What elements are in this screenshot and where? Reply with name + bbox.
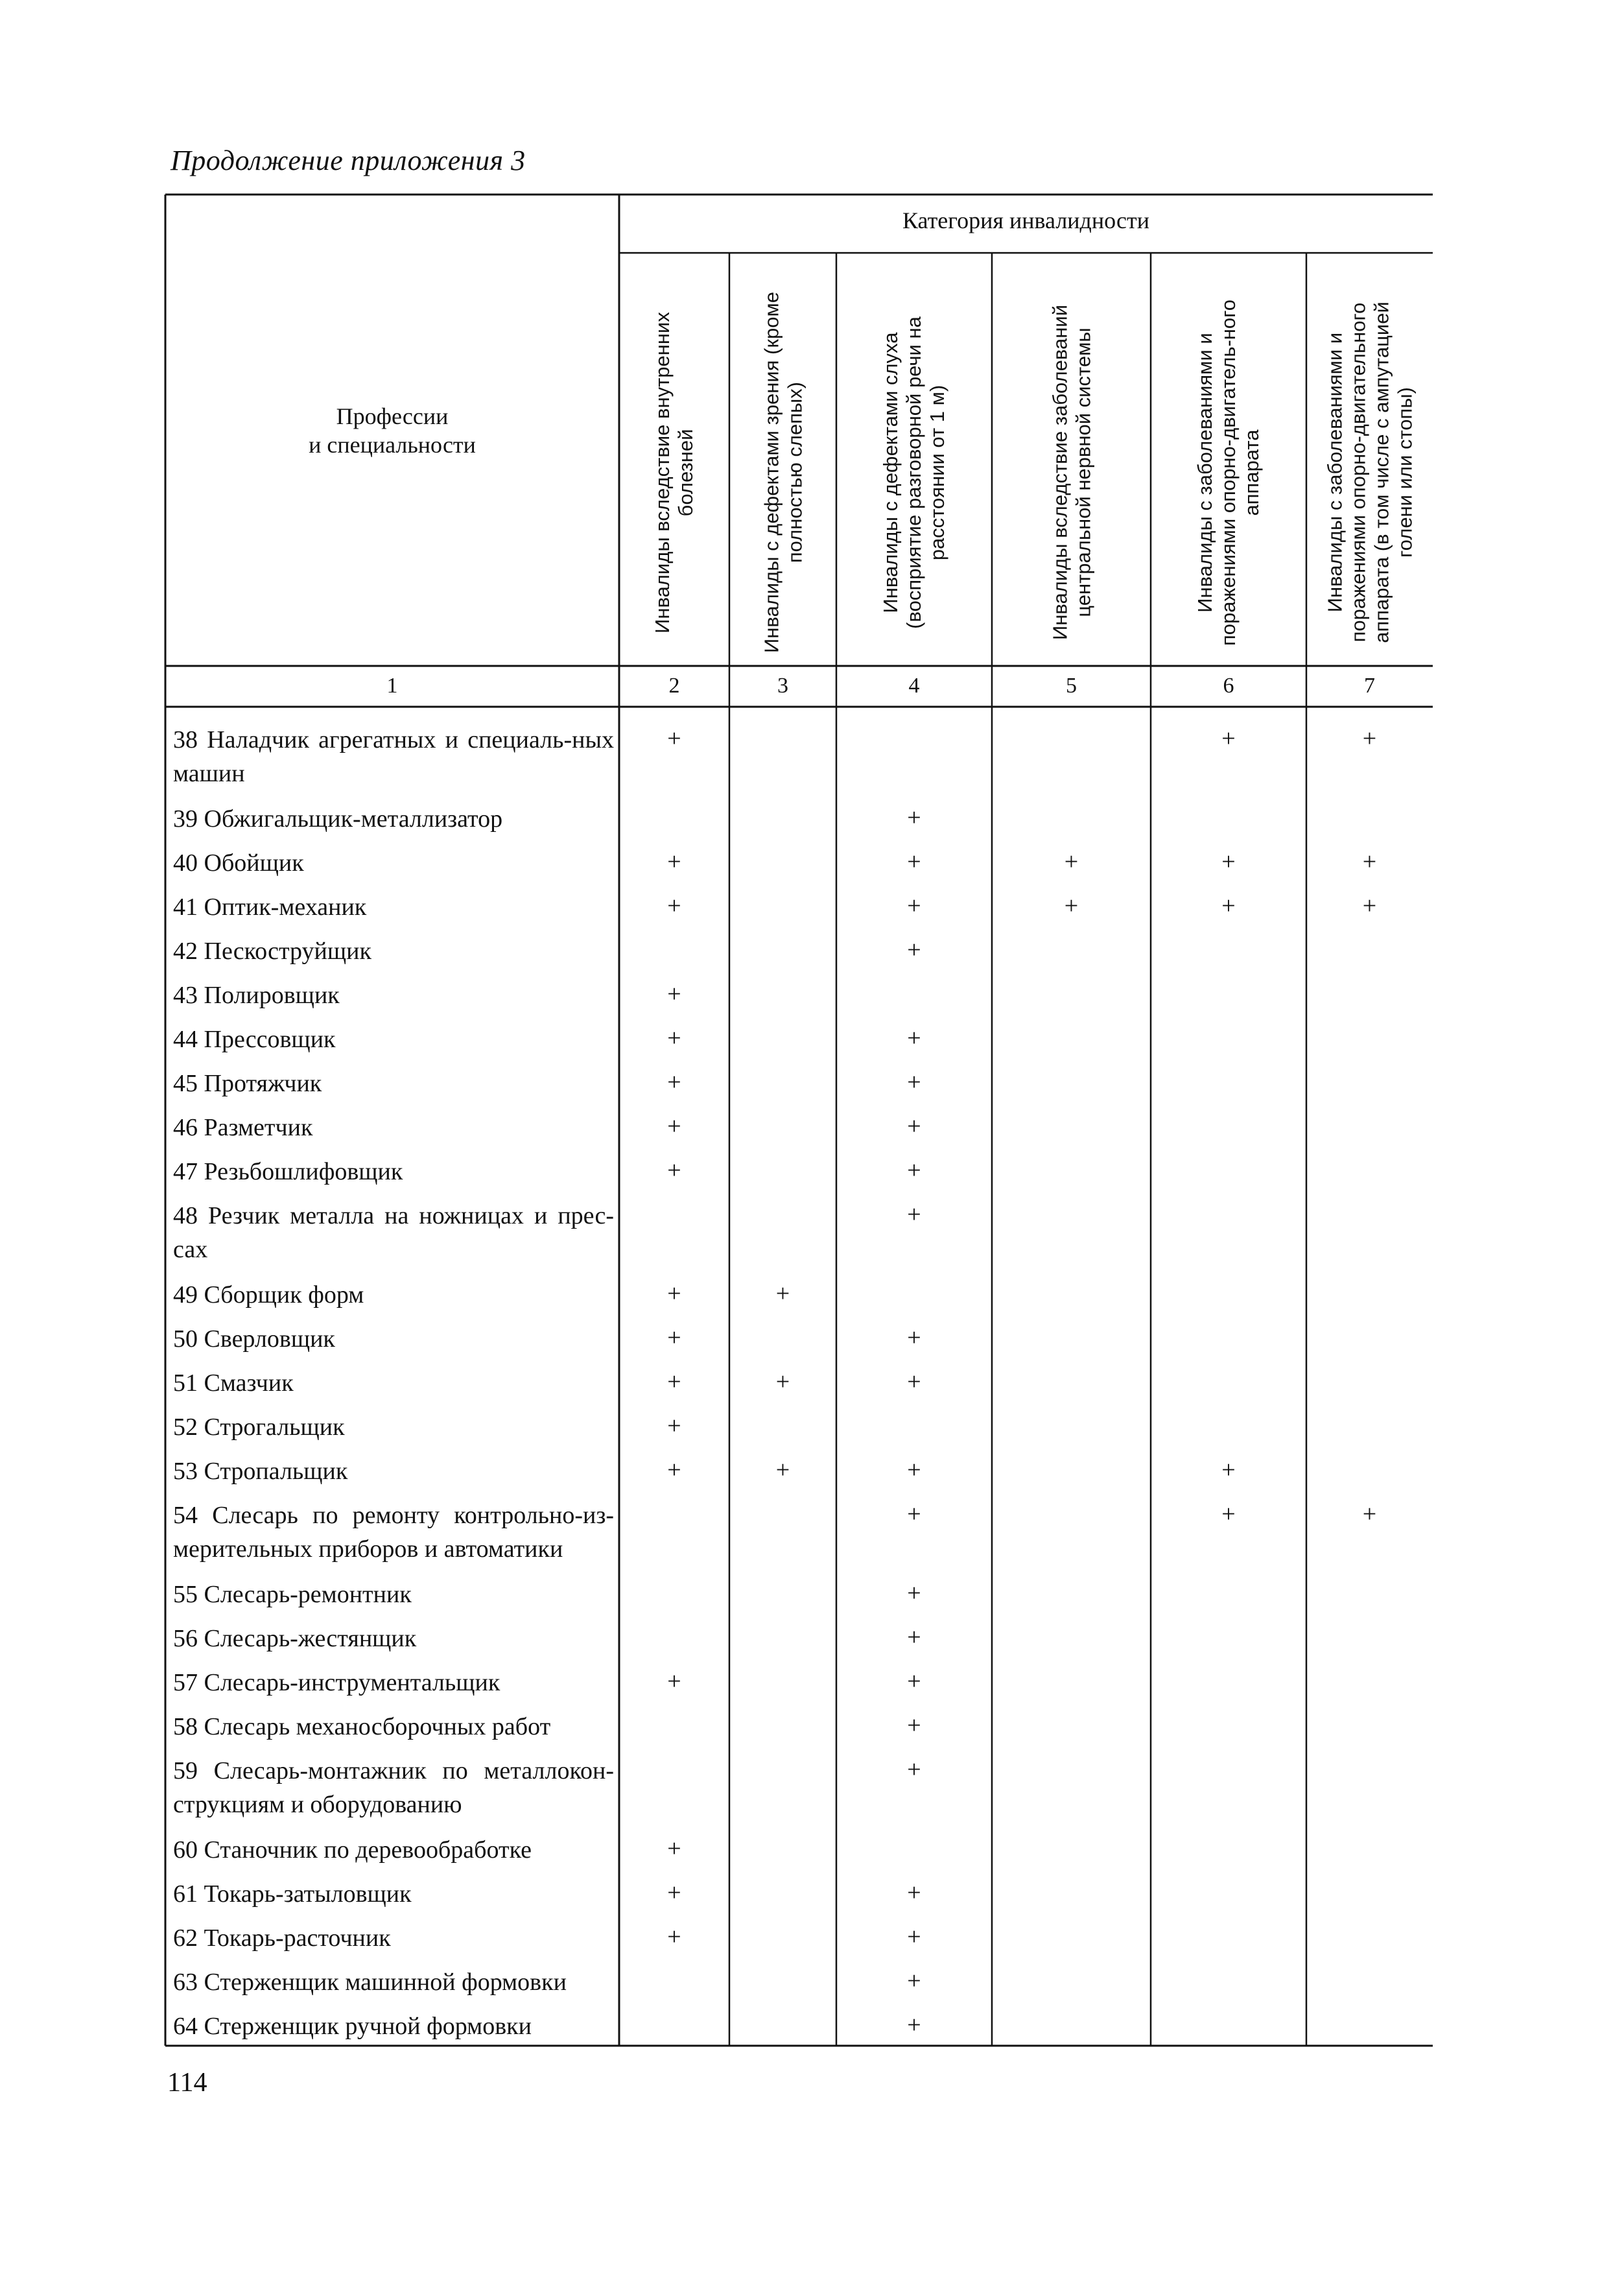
row-profession-name: 41 Оптик-механик	[173, 894, 367, 921]
plus-mark: +	[1221, 892, 1236, 919]
plus-mark: +	[907, 804, 921, 831]
plus-mark: +	[667, 1280, 681, 1307]
row-profession-name: 59 Слесарь-монтажник по металлокон-струкциям и оборудованию	[173, 1757, 614, 1818]
plus-mark: +	[667, 1157, 681, 1184]
plus-mark: +	[907, 1923, 921, 1950]
row-profession-name: 49 Сборщик форм	[173, 1281, 364, 1308]
column-number-1: 1	[386, 674, 398, 698]
page-heading: Продолжение приложения 3	[171, 145, 526, 176]
plus-mark: +	[775, 1368, 790, 1395]
column-number-4: 4	[908, 674, 920, 698]
column-number-6: 6	[1223, 674, 1234, 698]
plus-mark: +	[775, 1280, 790, 1307]
row-profession-name: 57 Слесарь-инструментальщик	[173, 1669, 500, 1696]
plus-mark: +	[667, 1113, 681, 1140]
profession-header: Профессии и специальности	[309, 403, 476, 458]
column-number-7: 7	[1364, 674, 1375, 698]
plus-mark: +	[667, 892, 681, 919]
category-header: Категория инвалидности	[902, 207, 1150, 233]
plus-mark: +	[667, 725, 681, 752]
plus-mark: +	[667, 1324, 681, 1351]
professions-table	[159, 188, 1433, 2049]
plus-mark: +	[1362, 848, 1377, 875]
plus-mark: +	[667, 1668, 681, 1695]
plus-mark: +	[907, 1879, 921, 1906]
row-profession-name: 64 Стерженщик ручной формовки	[173, 2013, 532, 2040]
row-profession-name: 56 Слесарь-жестянщик	[173, 1625, 417, 1652]
plus-mark: +	[775, 1456, 790, 1484]
plus-mark: +	[1362, 892, 1377, 919]
plus-mark: +	[667, 980, 681, 1008]
row-profession-name: 62 Токарь-расточник	[173, 1924, 391, 1952]
row-profession-name: 44 Прессовщик	[173, 1026, 336, 1053]
plus-mark: +	[907, 1157, 921, 1184]
row-profession-name: 42 Пескоструйщик	[173, 938, 371, 965]
row-profession-name: 38 Наладчик агрегатных и специаль-ных машин	[173, 726, 614, 787]
row-profession-name: 46 Разметчик	[173, 1114, 313, 1141]
plus-mark: +	[907, 1069, 921, 1096]
column-header-7: Инвалиды с заболеваниями и поражениями опорно-двигательного аппарата (в том числе с ампутацией голени или стопы)	[1323, 302, 1416, 643]
plus-mark: +	[907, 1668, 921, 1695]
column-number-5: 5	[1066, 674, 1077, 698]
row-profession-name: 45 Протяжчик	[173, 1070, 322, 1097]
column-header-2: Инвалиды вследствие внутренних болезней	[651, 311, 697, 633]
row-profession-name: 48 Резчик металла на ножницах и прес-сах	[173, 1202, 614, 1263]
plus-mark: +	[907, 1024, 921, 1052]
plus-mark: +	[907, 936, 921, 964]
row-profession-name: 52 Строгальщик	[173, 1414, 345, 1441]
plus-mark: +	[907, 1580, 921, 1607]
plus-mark: +	[907, 1967, 921, 1995]
plus-mark: +	[907, 1756, 921, 1783]
row-profession-name: 40 Обойщик	[173, 849, 304, 877]
plus-mark: +	[1221, 1456, 1236, 1484]
row-profession-name: 47 Резьбошлифовщик	[173, 1158, 403, 1185]
row-profession-name: 39 Обжигальщик-металлизатор	[173, 805, 503, 833]
plus-mark: +	[1221, 848, 1236, 875]
plus-mark: +	[667, 1024, 681, 1052]
plus-mark: +	[667, 1835, 681, 1862]
plus-mark: +	[907, 1456, 921, 1484]
plus-mark: +	[1221, 1500, 1236, 1528]
page-number: 114	[167, 2068, 207, 2098]
row-profession-name: 50 Сверловщик	[173, 1325, 335, 1353]
row-profession-name: 43 Полировщик	[173, 982, 340, 1009]
plus-mark: +	[907, 1368, 921, 1395]
plus-mark: +	[907, 1201, 921, 1228]
plus-mark: +	[907, 1712, 921, 1739]
plus-mark: +	[1064, 848, 1079, 875]
column-number-3: 3	[777, 674, 788, 698]
row-profession-name: 60 Станочник по деревообработке	[173, 1836, 532, 1864]
column-header-5: Инвалиды вследствие заболеваний центральной нервной системы	[1048, 304, 1094, 641]
row-profession-name: 54 Слесарь по ремонту контрольно-из-мерительных приборов и автоматики	[173, 1502, 614, 1563]
plus-mark: +	[667, 1879, 681, 1906]
plus-mark: +	[1362, 725, 1377, 752]
plus-mark: +	[667, 1923, 681, 1950]
plus-mark: +	[667, 848, 681, 875]
plus-mark: +	[907, 1113, 921, 1140]
row-profession-name: 53 Стропальщик	[173, 1458, 348, 1485]
plus-mark: +	[907, 1624, 921, 1651]
plus-mark: +	[1221, 725, 1236, 752]
row-profession-name: 63 Стерженщик машинной формовки	[173, 1969, 567, 1996]
plus-mark: +	[907, 2011, 921, 2039]
row-profession-name: 58 Слесарь механосборочных работ	[173, 1713, 551, 1740]
header-col7-clip	[1323, 253, 1433, 661]
row-profession-name: 55 Слесарь-ремонтник	[173, 1581, 412, 1608]
plus-mark: +	[667, 1412, 681, 1439]
plus-mark: +	[667, 1368, 681, 1395]
plus-mark: +	[907, 892, 921, 919]
column-header-4: Инвалиды с дефектами слуха (восприятие разговорной речи на расстоянии от 1 м)	[879, 316, 948, 629]
row-profession-name: 61 Токарь-затыловщик	[173, 1880, 412, 1908]
plus-mark: +	[907, 1324, 921, 1351]
plus-mark: +	[667, 1456, 681, 1484]
column-number-2: 2	[668, 674, 680, 698]
plus-mark: +	[1362, 1500, 1377, 1528]
row-profession-name: 51 Смазчик	[173, 1369, 294, 1397]
plus-mark: +	[667, 1069, 681, 1096]
column-header-3: Инвалиды с дефектами зрения (кроме полностью слепых)	[759, 291, 806, 654]
column-header-6: Инвалиды с заболеваниями и поражениями опорно-двигатель-ного аппарата	[1194, 299, 1263, 646]
plus-mark: +	[1064, 892, 1079, 919]
plus-mark: +	[907, 1500, 921, 1528]
plus-mark: +	[907, 848, 921, 875]
